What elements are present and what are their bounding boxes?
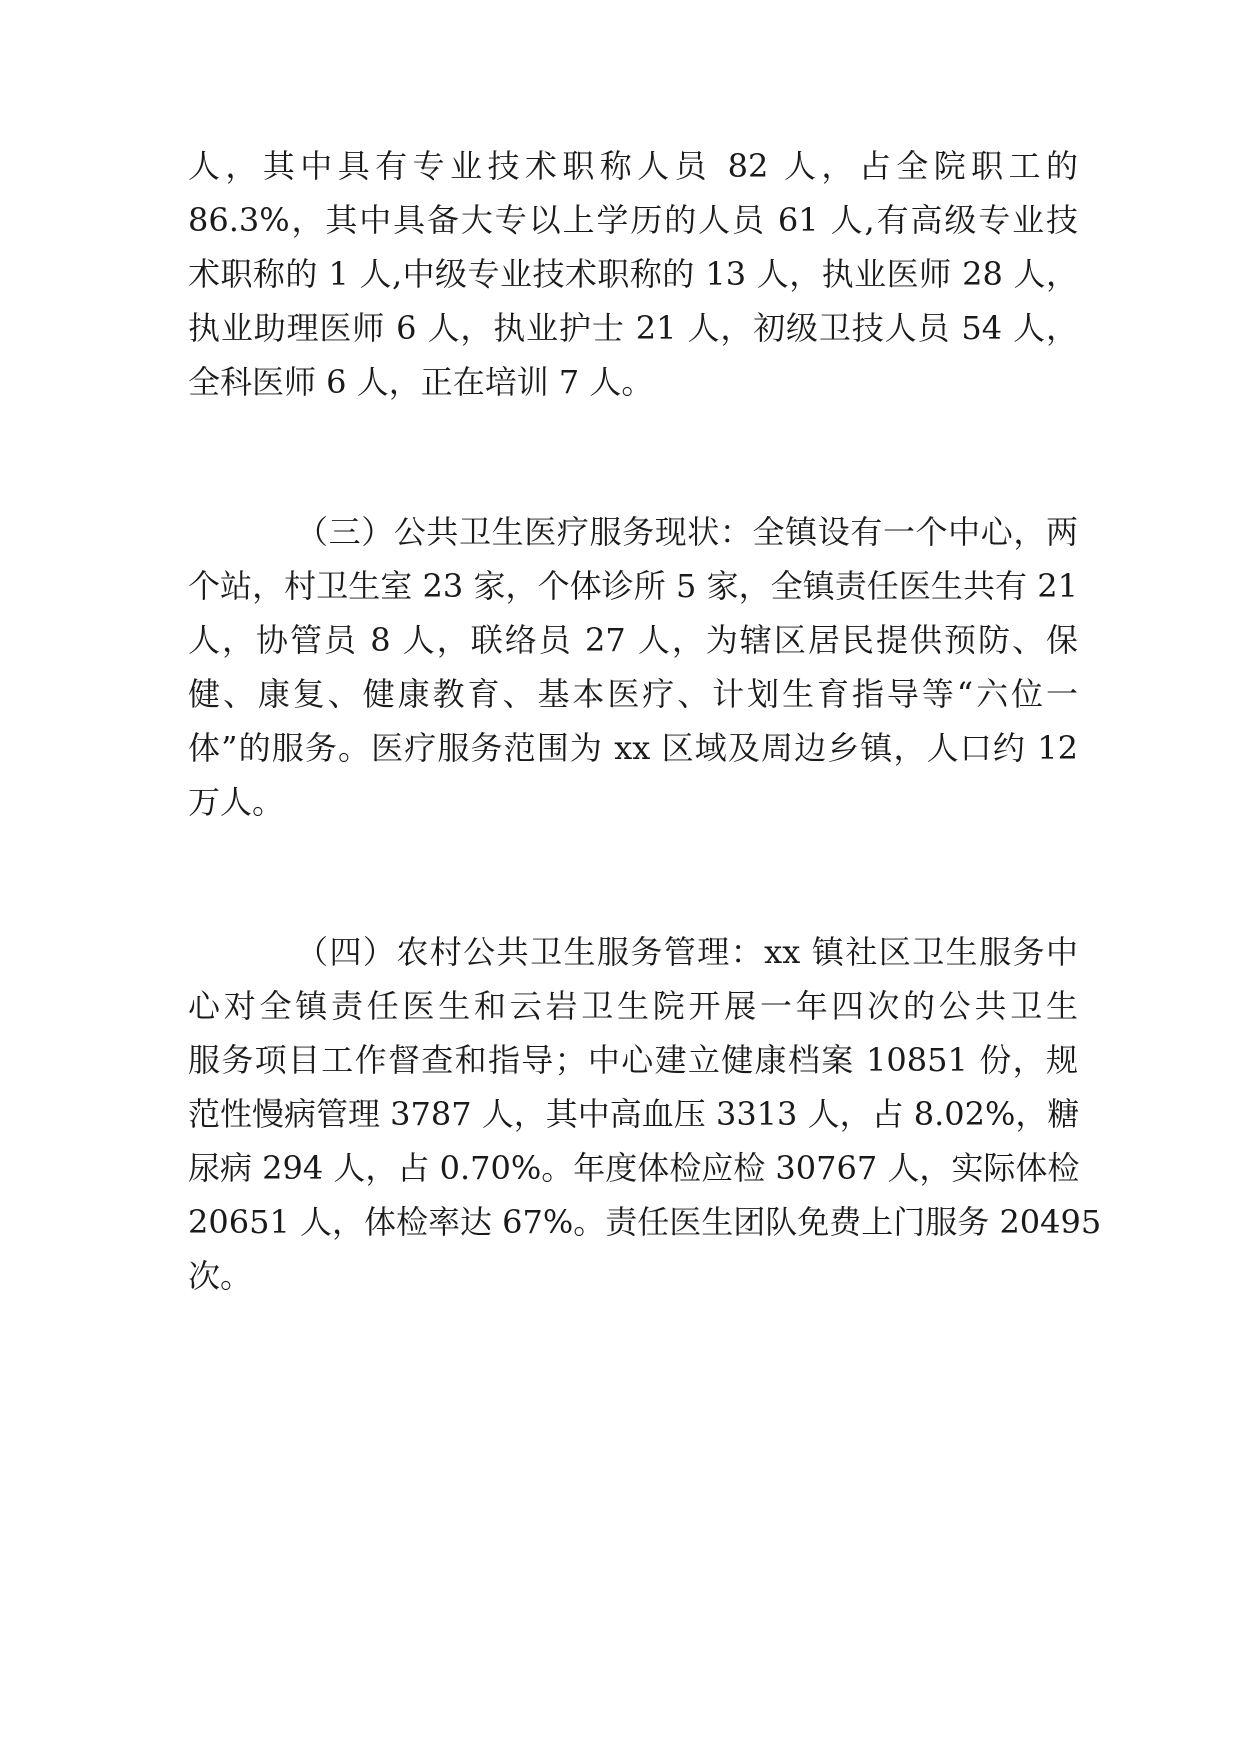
text-line: 全科医师 6 人，正在培训 7 人。 bbox=[188, 363, 654, 401]
text-line: 执业助理医师 6 人，执业护士 21 人，初级卫技人员 54 人， bbox=[188, 309, 1078, 347]
text-line: 人，协管员 8 人，联络员 27 人，为辖区居民提供预防、保 bbox=[188, 621, 1078, 659]
text-line: 万人。 bbox=[188, 783, 285, 821]
text-line: 尿病 294 人，占 0.70%。年度体检应检 30767 人，实际体检 bbox=[188, 1149, 1080, 1187]
text-line: 术职称的 1 人,中级专业技术职称的 13 人，执业医师 28 人， bbox=[188, 255, 1078, 293]
text-line: 服务项目工作督查和指导；中心建立健康档案 10851 份，规 bbox=[188, 1041, 1078, 1079]
text-line: （三）公共卫生医疗服务现状：全镇设有一个中心，两 bbox=[296, 513, 1078, 551]
text-line: 人，其中具有专业技术职称人员 82 人，占全院职工的 bbox=[188, 147, 1078, 185]
text-line: 次。 bbox=[188, 1257, 253, 1295]
text-line: 体”的服务。医疗服务范围为 xx 区域及周边乡镇，人口约 12 bbox=[188, 729, 1078, 767]
text-line: 心对全镇责任医生和云岩卫生院开展一年四次的公共卫生 bbox=[188, 987, 1078, 1025]
text-line: （四）农村公共卫生服务管理：xx 镇社区卫生服务中 bbox=[296, 933, 1078, 971]
text-line: 健、康复、健康教育、基本医疗、计划生育指导等“六位一 bbox=[188, 675, 1078, 713]
text-line: 个站，村卫生室 23 家，个体诊所 5 家，全镇责任医生共有 21 bbox=[188, 567, 1078, 605]
text-line: 20651 人，体检率达 67%。责任医生团队免费上门服务 20495 bbox=[188, 1203, 1102, 1241]
text-line: 范性慢病管理 3787 人，其中高血压 3313 人，占 8.02%，糖 bbox=[188, 1095, 1080, 1133]
text-line: 86.3%，其中具备大专以上学历的人员 61 人,有高级专业技 bbox=[188, 201, 1078, 239]
